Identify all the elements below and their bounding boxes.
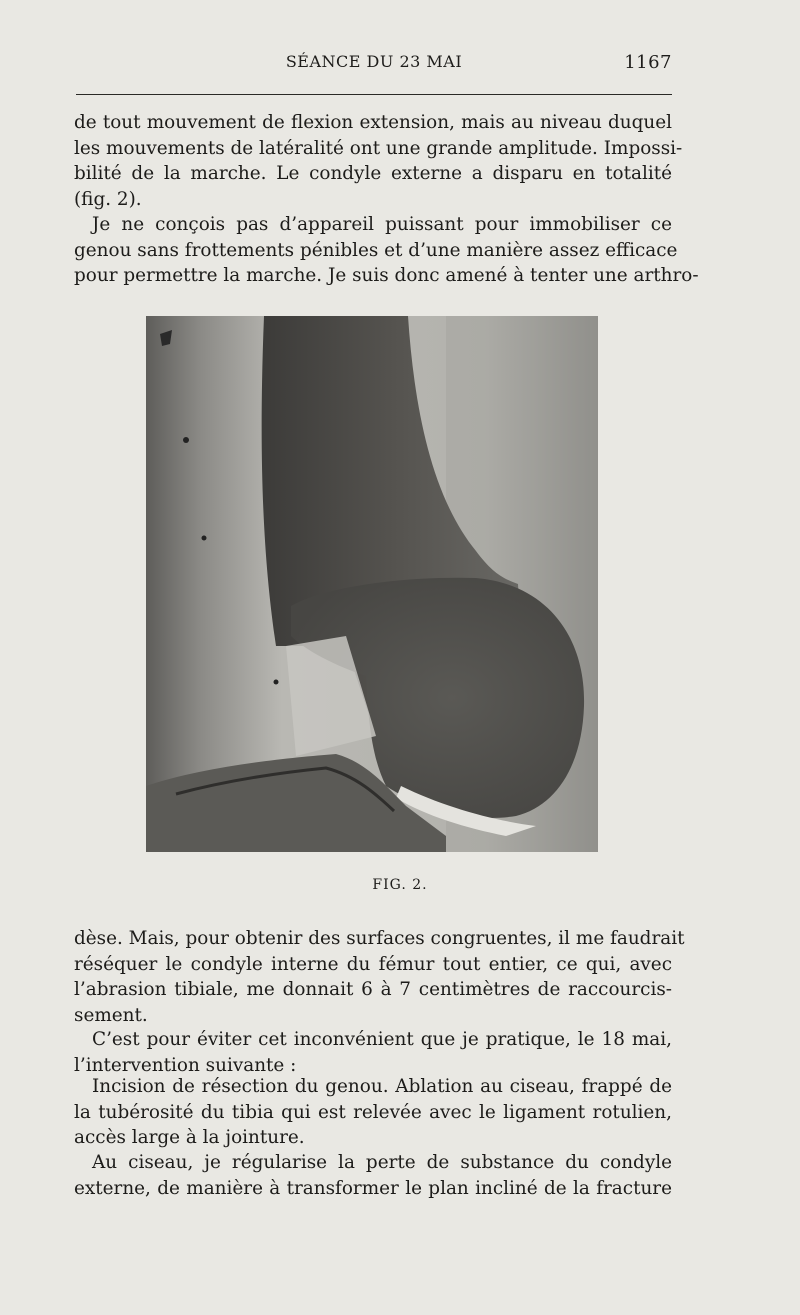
- paragraph: [74, 1027, 672, 1078]
- text-line: dèse. Mais, pour obtenir des surfaces congruentes, il me faudrait: [74, 928, 685, 949]
- text-line: pour permettre la marche. Je suis donc amené à tenter une arthro-: [74, 265, 699, 286]
- paragraph: [74, 1150, 672, 1201]
- text-line: C’est pour éviter cet inconvénient que je pratique, le 18 mai,: [92, 1029, 672, 1050]
- text-line: l’abrasion tibiale, me donnait 6 à 7 centimètres de raccourcis-: [74, 979, 672, 1000]
- text-line: accès large à la jointure.: [74, 1127, 305, 1148]
- text-line: réséquer le condyle interne du fémur tout entier, ce qui, avec: [74, 953, 672, 975]
- text-line: de tout mouvement de flexion extension, mais au niveau duquel: [74, 112, 672, 133]
- text-line: l’intervention suivante :: [74, 1054, 297, 1076]
- text-line: la tubérosité du tibia qui est relevée avec le ligament rotulien,: [74, 1101, 672, 1123]
- paragraph-continued: [74, 926, 685, 1028]
- text-line: externe, de manière à transformer le plan incliné de la fracture: [74, 1177, 672, 1199]
- page-number: 1167: [624, 52, 672, 73]
- text-line: (fig. 2).: [74, 188, 142, 210]
- knee-radiograph-image: [146, 316, 598, 852]
- text-line: les mouvements de latéralité ont une grande amplitude. Impossi-: [74, 137, 683, 159]
- running-head: [76, 52, 672, 76]
- text-line: Je ne conçois pas d’appareil puissant pour immobiliser ce: [92, 214, 672, 235]
- text-line: sement.: [74, 1004, 148, 1026]
- paragraph: [74, 212, 699, 289]
- text-line: Au ciseau, je régularise la perte de substance du condyle: [92, 1152, 672, 1173]
- radiograph-figure: [146, 316, 598, 852]
- text-line: bilité de la marche. Le condyle externe a disparu en totalité: [74, 163, 672, 184]
- running-head-title: SÉANCE DU 23 MAI: [285, 52, 463, 71]
- paragraph-continued: [74, 110, 683, 212]
- header-rule: [76, 94, 672, 95]
- text-line: genou sans frottements pénibles et d’une manière assez efficace: [74, 239, 678, 261]
- paragraph: [74, 1074, 672, 1151]
- figure-caption: FIG. 2.: [372, 877, 428, 893]
- text-line: Incision de résection du genou. Ablation au ciseau, frappé de: [92, 1076, 672, 1097]
